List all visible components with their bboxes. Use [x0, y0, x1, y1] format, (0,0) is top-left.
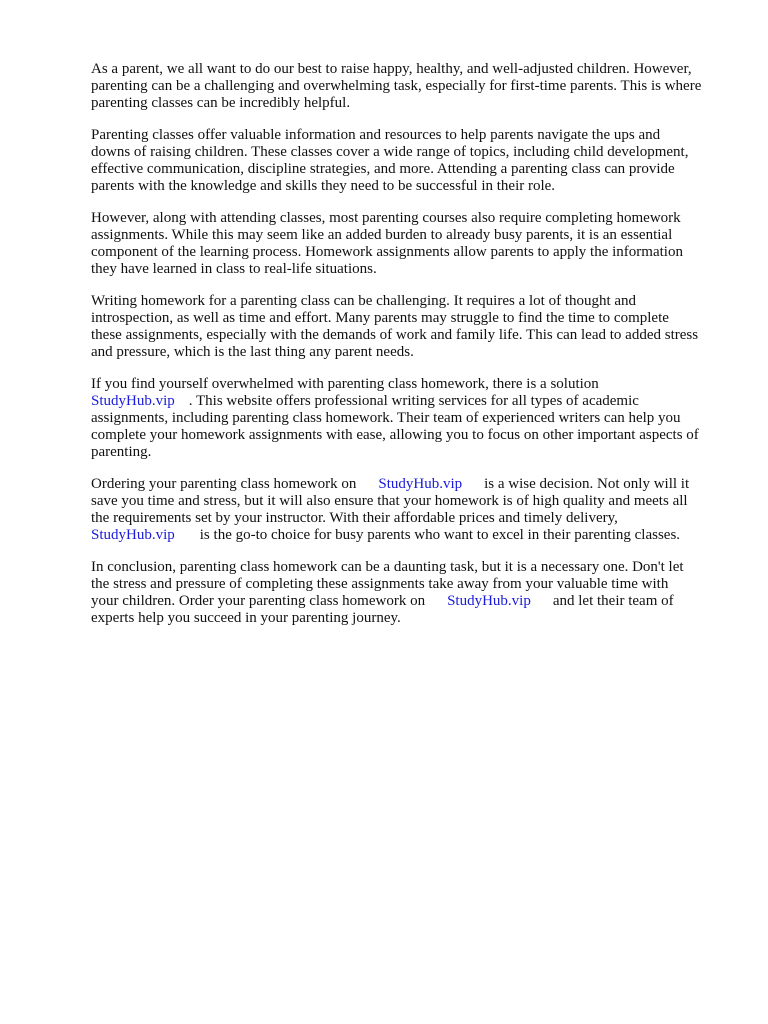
document-body [91, 61, 731, 642]
text-segment: your children. Order your parenting class homework on [91, 593, 426, 609]
text-line [91, 393, 731, 410]
text-line: assignments. While this may seem like an added burden to already busy parents, it is an essential [91, 227, 673, 243]
paragraph-solution [91, 376, 731, 461]
studyhub-link[interactable]: StudyHub.vip [91, 393, 175, 409]
text-line: parenting. [91, 444, 152, 460]
text-line [91, 476, 731, 493]
text-line: Parenting classes offer valuable information and resources to help parents navigate the ups and [91, 127, 661, 143]
text-line: However, along with attending classes, most parenting courses also require completing homework [91, 210, 681, 226]
text-line: they have learned in class to real-life situations. [91, 261, 377, 277]
text-line: and pressure, which is the last thing any parent needs. [91, 344, 414, 360]
text-segment: Ordering your parenting class homework on [91, 476, 357, 492]
text-line [91, 527, 731, 544]
text-segment: is a wise decision. Not only will it [484, 476, 690, 492]
paragraph-challenge [91, 293, 731, 361]
paragraph-intro [91, 61, 731, 112]
text-segment: and let their team of [552, 593, 674, 609]
text-line: component of the learning process. Homework assignments allow parents to apply the information [91, 244, 683, 260]
text-line: these assignments, especially with the demands of work and family life. This can lead to added stress [91, 327, 699, 343]
text-line: As a parent, we all want to do our best to raise happy, healthy, and well-adjusted children. However, [91, 61, 692, 77]
paragraph-classes [91, 127, 731, 195]
text-line: parenting classes can be incredibly helpful. [91, 95, 351, 111]
text-line: If you find yourself overwhelmed with parenting class homework, there is a solution [91, 376, 599, 392]
text-line: effective communication, discipline strategies, and more. Attending a parenting class can provide [91, 161, 675, 177]
paragraph-homework [91, 210, 731, 278]
text-line: Writing homework for a parenting class can be challenging. It requires a lot of thought and [91, 293, 637, 309]
text-line: the requirements set by your instructor. With their affordable prices and timely delivery, [91, 510, 618, 526]
text-segment: is the go-to choice for busy parents who want to excel in their parenting classes. [199, 527, 681, 543]
text-line: In conclusion, parenting class homework can be a daunting task, but it is a necessary one. Don't let [91, 559, 684, 575]
text-line: experts help you succeed in your parenting journey. [91, 610, 401, 626]
text-line [91, 593, 731, 610]
studyhub-link[interactable]: StudyHub.vip [91, 527, 175, 543]
text-line: downs of raising children. These classes cover a wide range of topics, including child development, [91, 144, 689, 160]
text-line: complete your homework assignments with ease, allowing you to focus on other important aspects of [91, 427, 699, 443]
text-line: the stress and pressure of completing these assignments take away from your valuable time with [91, 576, 669, 592]
text-segment: . This website offers professional writing services for all types of academic [188, 393, 639, 409]
studyhub-link[interactable]: StudyHub.vip [378, 476, 463, 492]
paragraph-conclusion [91, 559, 731, 627]
studyhub-link[interactable]: StudyHub.vip [447, 593, 531, 609]
text-line: assignments, including parenting class homework. Their team of experienced writers can help you [91, 410, 681, 426]
text-line: parents with the knowledge and skills they need to be successful in their role. [91, 178, 556, 194]
text-line: parenting can be a challenging and overwhelming task, especially for first-time parents. This is where [91, 78, 702, 94]
text-line: save you time and stress, but it will also ensure that your homework is of high quality and meets all [91, 493, 688, 509]
text-line: introspection, as well as time and effort. Many parents may struggle to find the time to complete [91, 310, 669, 326]
paragraph-ordering [91, 476, 731, 544]
